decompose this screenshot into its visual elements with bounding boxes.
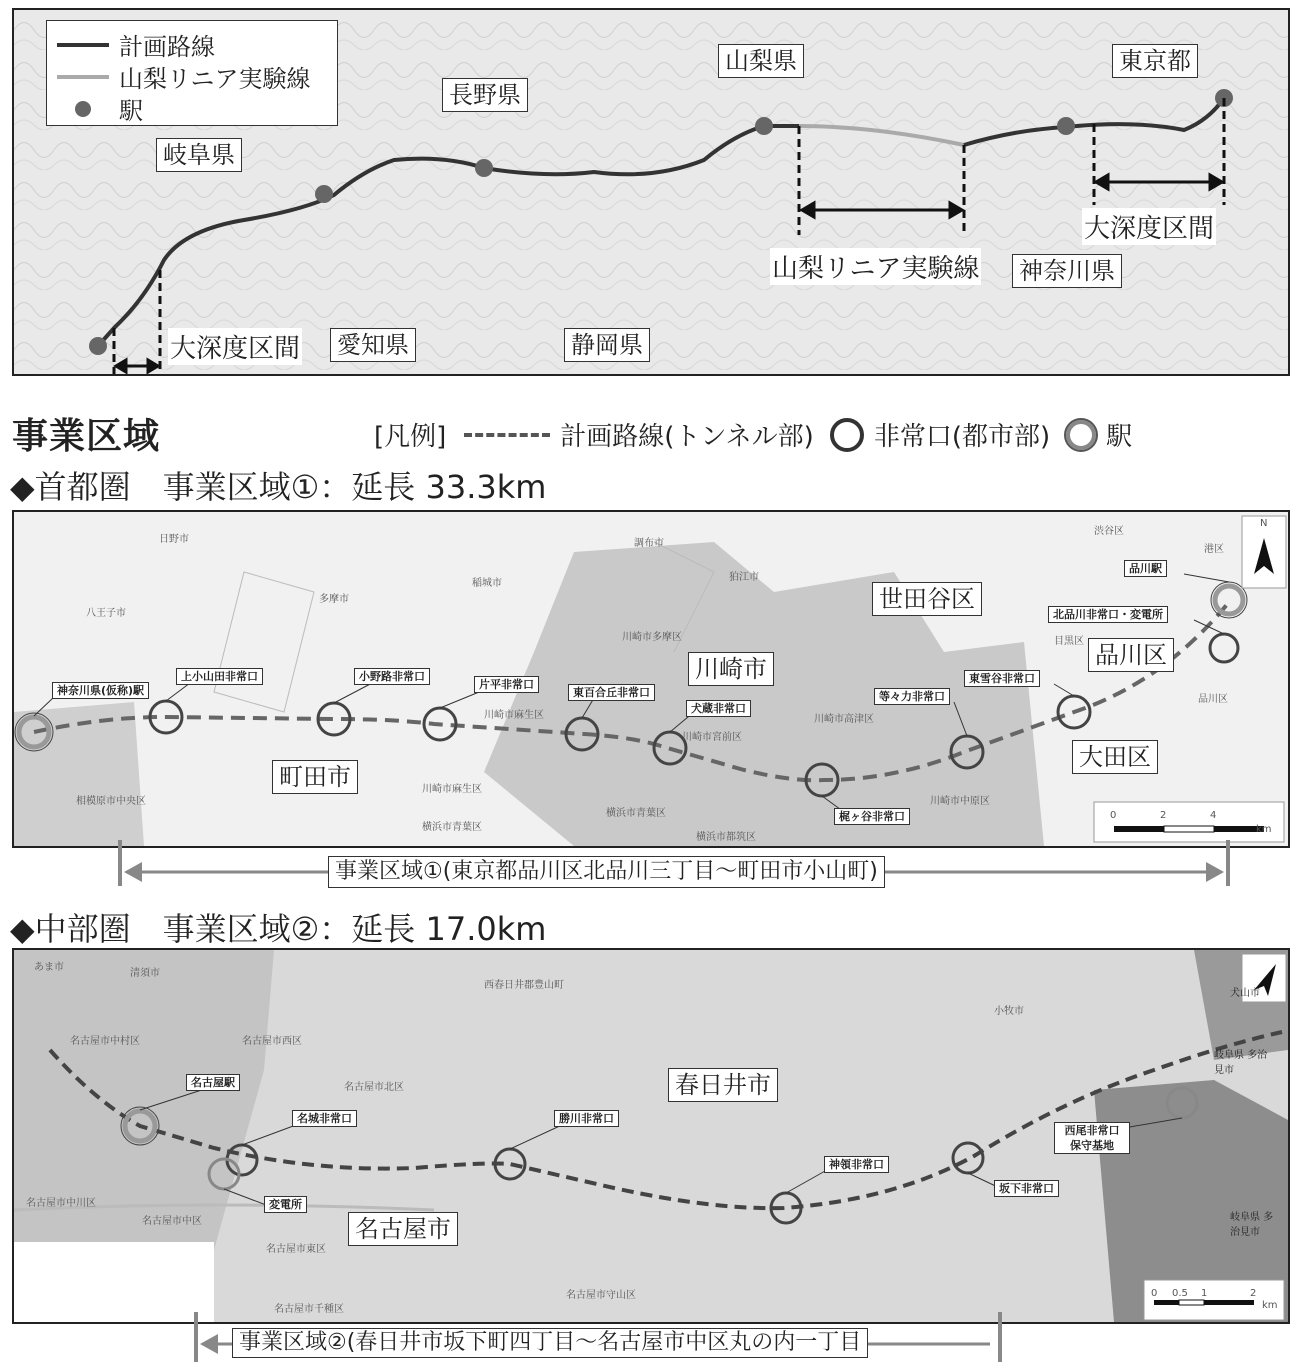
area1-span-label: 事業区域①(東京都品川区北品川三丁目〜町田市小山町) [328,856,885,888]
pref-nagano: 長野県 [442,78,528,112]
pref-kanagawa: 神奈川県 [1012,254,1122,288]
scale1-4: 4 [1210,810,1217,821]
place-name: 日野市 [159,534,189,545]
legend-planned: 計画路線 [119,33,215,61]
muni-kawasaki: 川崎市 [688,652,774,686]
place-name: 目黒区 [1054,636,1084,647]
area2-map [12,948,1290,1324]
exit-katahira: 片平非常口 [474,676,539,693]
muni-ota: 大田区 [1072,740,1158,774]
scale2-05: 0.5 [1172,1288,1188,1299]
place-name: 稲城市 [472,578,502,589]
place-name: 名古屋市中区 [142,1216,202,1227]
legend2-bracket: [凡例] [374,422,447,452]
pref-tokyo: 東京都 [1112,44,1198,78]
scale1-0: 0 [1110,810,1117,821]
area2-span-label: 事業区域②(春日井市坂下町四丁目〜名古屋市中区丸の内一丁目 [232,1328,868,1358]
place-name: 川崎市宮前区 [682,732,742,743]
place-name: 横浜市都筑区 [696,832,756,843]
place-name: 横浜市青葉区 [606,808,666,819]
muni-machida: 町田市 [272,760,358,794]
overview-legend [46,20,338,126]
place-name: 狛江市 [729,572,759,583]
exit-meijo: 名城非常口 [292,1110,357,1127]
north-label: N [1260,518,1268,529]
place-name: 名古屋市千種区 [274,1304,344,1315]
place-name: 横浜市青葉区 [422,822,482,833]
muni-shinagawa: 品川区 [1088,638,1174,672]
place-name: 川崎市高津区 [814,714,874,725]
overview-map [12,8,1290,376]
exit-sakashita: 坂下非常口 [994,1180,1059,1197]
pref-shizuoka: 静岡県 [564,328,650,362]
scale1-km: km [1256,824,1272,835]
place-name: 相模原市中央区 [76,796,146,807]
place-name: 名古屋市北区 [344,1082,404,1093]
scale2-km: km [1262,1300,1278,1311]
deep-section-label-west: 大深度区間 [168,328,302,365]
legend2-exit: 非常口(都市部) [873,422,1051,452]
legend2-tunnel: 計画路線(トンネル部) [560,422,814,452]
place-name: 品川区 [1198,694,1228,705]
area1-map [12,510,1290,848]
place-name: 犬山市 [1230,988,1260,999]
scale2-0: 0 [1151,1288,1158,1299]
exit-kajigaya: 梶ヶ谷非常口 [834,808,910,825]
place-name: 岐阜県 多治見市 [1214,1050,1268,1076]
place-name: 多摩市 [319,594,349,605]
place-name: 岐阜県 多治見市 [1230,1212,1274,1238]
place-name: 調布市 [634,538,664,549]
exit-jinryo: 神領非常口 [824,1156,889,1173]
exit-kitashinagawa: 北品川非常口・変電所 [1048,606,1168,623]
station-nagoya: 名古屋駅 [186,1074,240,1091]
legend-yamanashi: 山梨リニア実験線 [119,65,311,93]
exit-higashiyurigaoka: 東百合丘非常口 [568,684,655,701]
place-name: 名古屋市守山区 [566,1290,636,1301]
place-name: 西春日井郡豊山町 [484,980,564,991]
exit-todoroki: 等々力非常口 [874,688,950,705]
legend2-station: 駅 [1106,422,1133,452]
section-title: 事業区域 [12,416,161,457]
place-name: 八王子市 [86,608,126,619]
test-line-label: 山梨リニア実験線 [770,248,981,285]
station-shinagawa: 品川駅 [1124,560,1167,577]
scale2-1: 1 [1201,1288,1208,1299]
area2-heading: ◆中部圏 事業区域②：延長 17.0km [10,910,547,948]
place-name: 川崎市多摩区 [622,632,682,643]
place-name: 川崎市麻生区 [484,710,544,721]
exit-kachigawa: 勝川非常口 [554,1110,619,1127]
muni-nagoya: 名古屋市 [348,1212,458,1246]
place-name: 小牧市 [994,1006,1024,1017]
pref-gifu: 岐阜県 [156,138,242,172]
place-name: 渋谷区 [1094,526,1124,537]
exit-higashiyukigaya: 東雪谷非常口 [964,670,1040,687]
deep-section-label-east: 大深度区間 [1082,208,1216,245]
scale2-2: 2 [1250,1288,1257,1299]
place-name: 川崎市麻生区 [422,784,482,795]
muni-setagaya: 世田谷区 [872,582,982,616]
exit-inukura: 犬蔵非常口 [686,700,751,717]
station-kanagawa: 神奈川県(仮称)駅 [52,682,149,699]
exit-nishio-maintenance-base: 西尾非常口 保守基地 [1054,1122,1130,1154]
place-name: 名古屋市中川区 [26,1198,96,1209]
place-name: 名古屋市中村区 [70,1036,140,1047]
legend-station: 駅 [119,97,143,125]
scale1-2: 2 [1160,810,1167,821]
substation: 変電所 [264,1196,307,1213]
muni-kasugai: 春日井市 [668,1068,778,1102]
place-name: 名古屋市東区 [266,1244,326,1255]
area1-heading: ◆首都圏 事業区域①：延長 33.3km [10,468,547,506]
place-name: 川崎市中原区 [930,796,990,807]
exit-onoji: 小野路非常口 [354,668,430,685]
place-name: 清須市 [130,968,160,979]
pref-aichi: 愛知県 [330,328,416,362]
exit-kamioyamada: 上小山田非常口 [176,668,263,685]
place-name: あま市 [34,962,64,973]
place-name: 名古屋市西区 [242,1036,302,1047]
pref-yamanashi: 山梨県 [718,44,804,78]
place-name: 港区 [1204,544,1224,555]
legend2 [374,416,1132,453]
